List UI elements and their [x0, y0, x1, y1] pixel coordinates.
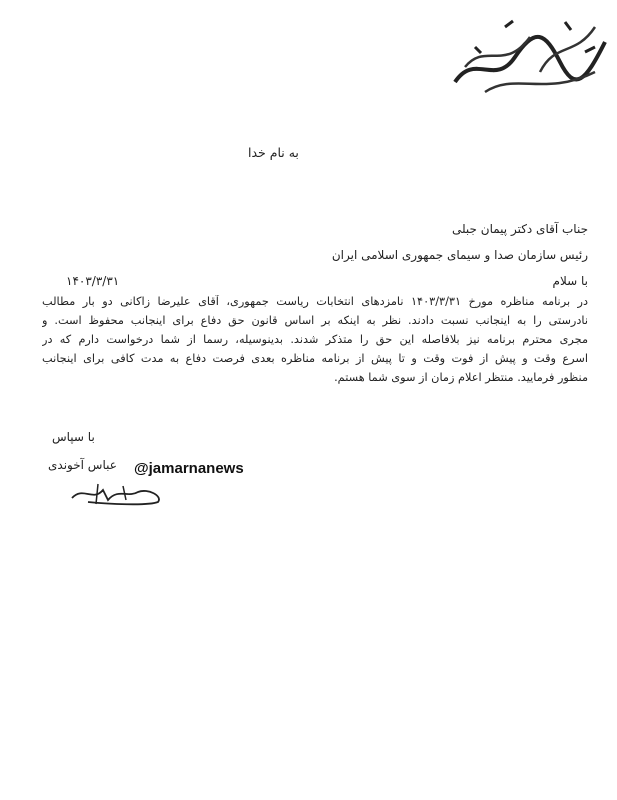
signature	[68, 478, 168, 510]
signer-name: عباس آخوندی	[48, 458, 117, 472]
body-line: نادرستی را به اینجانب نسبت دادند. نظر به اینکه بر اساس قانون حق دفاع برای اینجانب محفوظ است. و	[42, 314, 588, 327]
body-line: منظور فرمایید. منتظر اعلام زمان از سوی شما هستم.	[334, 371, 588, 384]
body-line: مجری محترم برنامه نیز بلافاصله این حق را متذکر شدند. بدینوسیله، رسما از شما درخواست دارم که در	[42, 333, 588, 346]
recipient-name: جناب آقای دکتر پیمان جبلی	[451, 222, 588, 236]
closing: با سپاس	[52, 430, 95, 444]
greeting: با سلام	[552, 274, 588, 288]
bismillah: به نام خدا	[248, 145, 299, 160]
calligraphy-logo	[445, 12, 615, 97]
recipient-title: رئیس سازمان صدا و سیمای جمهوری اسلامی ایران	[331, 248, 588, 262]
letter-date: ۱۴۰۳/۳/۳۱	[66, 274, 120, 288]
body-line: در برنامه مناظره مورخ ۱۴۰۳/۳/۳۱ نامزدهای انتخابات ریاست جمهوری، آقای علیرضا زاکانی دو بار مطالب	[42, 295, 588, 308]
body-line: اسرع وقت و پیش از فوت وقت و تا پیش از برنامه مناظره بعدی فرصت دفاع به مدت کافی برای اینجانب	[42, 352, 588, 365]
watermark: @jamarnanews	[134, 460, 244, 477]
